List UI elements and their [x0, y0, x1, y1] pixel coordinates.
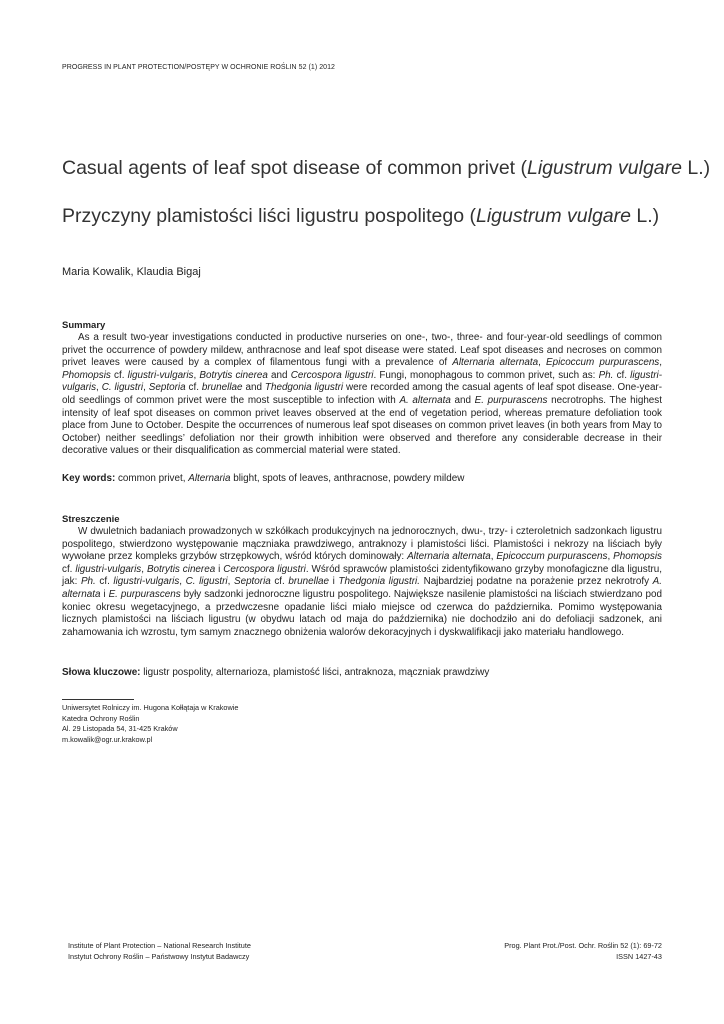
summary-text: and — [450, 394, 475, 406]
species-name: A. alternata — [399, 394, 451, 406]
footer-institute — [68, 940, 251, 962]
species-name: ligustri-vulgaris — [113, 576, 180, 588]
species-name: E. purpurascens — [474, 394, 548, 406]
species-name: Alternaria — [188, 473, 231, 484]
species-name: Phomopsis — [613, 551, 662, 563]
slowa-kluczowe — [62, 667, 662, 680]
streszczenie-text: , — [490, 551, 497, 563]
streszczenie-text: i — [329, 576, 339, 588]
title-pl-post: L.) — [630, 205, 660, 227]
footer-citation — [504, 940, 662, 962]
species-name: Epicoccum purpurascens — [496, 551, 608, 563]
title-en-post: L.) — [682, 157, 711, 179]
summary-text: , — [659, 357, 662, 369]
species-name: C. ligustri — [101, 382, 144, 394]
streszczenie-text: . Wśród sprawców plamistości zidentyfikowano grzyby monofagiczne dla ligustru, jak: — [62, 563, 662, 588]
summary-text: , — [143, 382, 149, 394]
species-name: Epicoccum purpurascens — [545, 357, 660, 369]
affiliation-address: Al. 29 Listopada 54, 31-425 Kraków — [62, 724, 178, 733]
species-name: Alternaria alternata — [452, 357, 539, 369]
author-affiliation — [62, 703, 238, 745]
summary-text: and — [242, 382, 265, 394]
key-words — [62, 473, 662, 486]
summary-text: were recorded among the casual agents of leaf spot disease. One-year-old seedlings of common privet were the most susceptible to infection with — [62, 382, 663, 406]
streszczenie-text: Najbardziej podatne na porażenie przez nekrotrofy — [419, 576, 653, 588]
species-name: brunellae — [288, 576, 330, 588]
key-words-text: blight, spots of leaves, anthracnose, powdery mildew — [230, 473, 465, 484]
species-name: Septoria — [233, 576, 271, 588]
affiliation-university: Uniwersytet Rolniczy im. Hugona Kołłątaja w Krakowie — [62, 703, 239, 712]
species-name: Alternaria alternata — [407, 551, 491, 563]
slowa-kluczowe-text: ligustr pospolity, alternarioza, plamistość liści, antraknoza, mączniak prawdziwy — [140, 667, 490, 678]
footer-citation-pages: Prog. Plant Prot./Post. Ochr. Roślin 52 (1): 69-72 — [504, 941, 662, 950]
summary-text: , — [538, 357, 546, 369]
article-title-polish — [62, 205, 659, 228]
authors: Maria Kowalik, Klaudia Bigaj — [62, 266, 201, 278]
summary-text: As a result two-year investigations conducted in productive nurseries on one-, two-, three- and four-year-old seedlings of common privet the occurrence of powdery mildew, anthracnose and leaf spot disease were stated. Leaf spot diseases and necroses on common privet leaves were caused by a complex of filamentous fungi with a prevalence of — [62, 332, 662, 369]
summary-paragraph — [62, 332, 662, 458]
streszczenie-paragraph — [62, 526, 662, 639]
streszczenie-text: , — [607, 551, 614, 563]
species-name: Thedgonia ligustri — [264, 382, 344, 394]
summary-text: cf. — [185, 382, 202, 394]
article-title-english — [62, 157, 710, 180]
summary-text: , — [96, 382, 102, 394]
species-name: brunellae — [201, 382, 243, 394]
title-en-pre: Casual agents of leaf spot disease of common privet ( — [62, 157, 527, 179]
summary-text: and — [267, 369, 291, 381]
species-name: Botrytis cinerea — [199, 369, 268, 381]
streszczenie-text: , — [141, 563, 147, 575]
summary-text: necrotrophs. The highest intensity of leaf spot diseases on common privet leaves observed at the end of vegetation period, whereas premature defoliation took place from June to October. Despite the occurrences of numerous leaf spot diseases on common privet leaves (in both years from May to October) neither seedlings’ defoliation nor their growth inhibition were observed and therefore any considerable decrease in their decorative values or their disqualification as commercial material were stated. — [62, 394, 662, 457]
streszczenie-text: i — [100, 588, 109, 600]
journal-header: PROGRESS IN PLANT PROTECTION/POSTĘPY W OCHRONIE ROŚLIN 52 (1) 2012 — [62, 64, 335, 71]
summary-text: cf. — [613, 369, 631, 381]
summary-text: , — [193, 369, 200, 381]
title-pl-pre: Przyczyny plamistości liści ligustru pospolitego ( — [62, 205, 476, 227]
species-name: ligustri-vulgaris — [75, 563, 142, 575]
summary-text: . Fungi, monophagous to common privet, such as: — [373, 369, 599, 381]
species-name: Cercospora ligustri — [290, 369, 374, 381]
footer-institute-english: Institute of Plant Protection – National Research Institute — [68, 941, 251, 950]
species-name: C. ligustri — [185, 576, 228, 588]
title-pl-species: Ligustrum vulgare — [475, 205, 631, 227]
species-name: Ph. — [80, 576, 96, 588]
footnote-divider — [62, 699, 134, 700]
species-name: Thedgonia ligustri. — [338, 576, 420, 588]
affiliation-department: Katedra Ochrony Roślin — [62, 713, 140, 723]
streszczenie-text: były sadzonki jednoroczne ligustru pospolitego. Największe nasilenie plamistości na liściach stwierdzano pod koniec okresu wegetacyjnego, a przedwczesne opadanie liści miało miejsce od czerwca do października. Pomimo występowania licznych plamistości na liściach ligustru (w obydwu latach od maja do października) nie dochodziło ani do defoliacji sadzonek, ani zahamowania ich wzrostu, tym samym znacznego obniżenia walorów dekoracyjnych i dyskwalifikacji jako materiału handlowego. — [62, 588, 662, 638]
title-en-species: Ligustrum vulgare — [527, 157, 682, 179]
affiliation-email: m.kowalik@ogr.ur.krakow.pl — [62, 734, 153, 744]
footer-institute-polish: Instytut Ochrony Roślin – Państwowy Instytut Badawczy — [68, 952, 250, 961]
streszczenie-heading: Streszczenie — [62, 514, 120, 525]
species-name: Botrytis cinerea — [146, 563, 216, 575]
key-words-label: Key words: — [62, 473, 116, 484]
streszczenie-text: cf. — [95, 576, 114, 588]
species-name: Cercospora ligustri — [223, 563, 306, 575]
key-words-text: common privet, — [115, 473, 189, 484]
footer-issn: ISSN 1427-43 — [616, 952, 662, 961]
streszczenie-text: , — [227, 576, 234, 588]
streszczenie-text: cf. — [270, 576, 289, 588]
streszczenie-text: , — [179, 576, 186, 588]
summary-text: cf. — [110, 369, 128, 381]
species-name: A. alternata — [62, 576, 662, 600]
species-name: ligustri-vulgaris — [62, 369, 662, 394]
summary-heading: Summary — [62, 320, 106, 331]
species-name: Phomopsis — [62, 369, 111, 381]
slowa-kluczowe-label: Słowa kluczowe: — [62, 667, 141, 678]
streszczenie-text: i — [215, 563, 224, 575]
streszczenie-text: W dwuletnich badaniach prowadzonych w szkółkach produkcyjnych na jednorocznych, dwu-, trzy- i czteroletnich sadzonkach ligustru pospolitego, stwierdzono występowanie mączniaka prawdziwego, antraknozy i plamistości liści. Plamistości i nekrozy na liściach były wywołane przez kompleks grzybów strzępkowych, wśród których dominowały: — [62, 526, 662, 563]
streszczenie-text: cf. — [62, 563, 76, 575]
species-name: Septoria — [148, 382, 186, 394]
species-name: ligustri-vulgaris — [127, 369, 194, 381]
species-name: Ph. — [598, 369, 614, 381]
species-name: E. purpurascens — [108, 588, 181, 600]
